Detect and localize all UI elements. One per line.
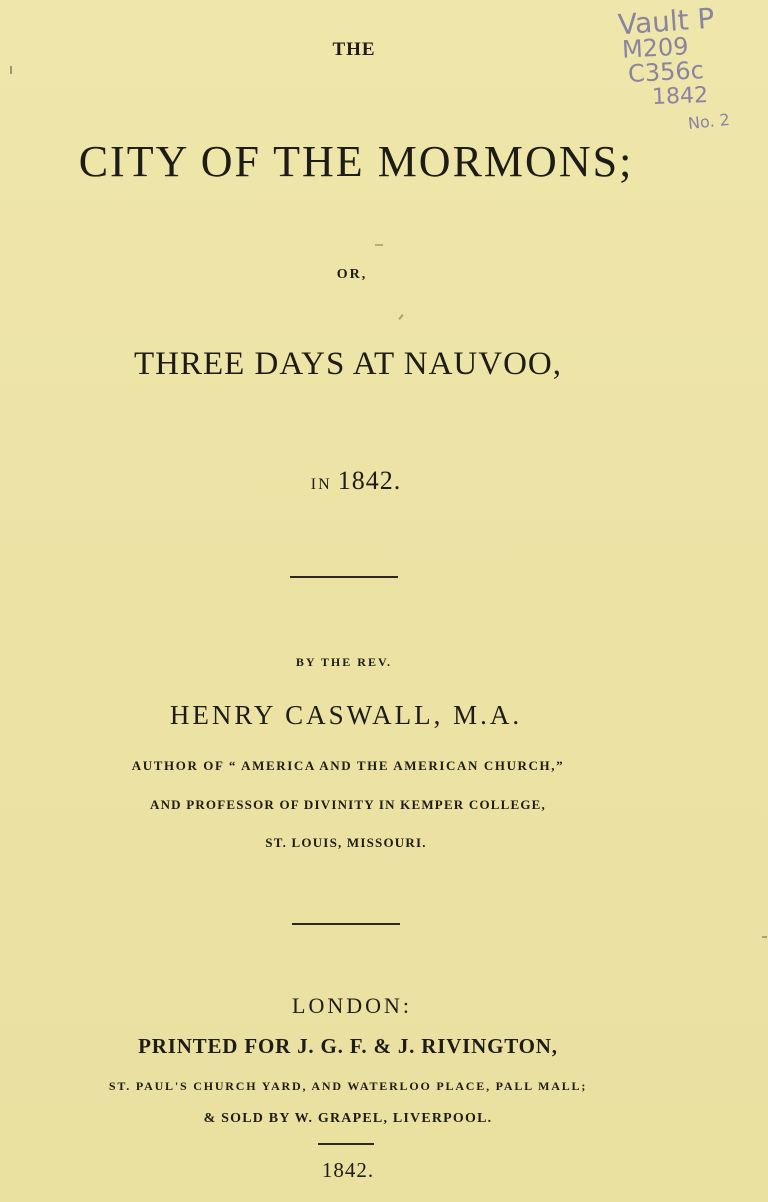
divider-rule bbox=[292, 923, 400, 925]
call-number-line-2: M209 bbox=[621, 32, 690, 64]
print-speck bbox=[762, 936, 767, 938]
call-number-line-1: Vault P bbox=[616, 1, 716, 42]
print-speck bbox=[375, 244, 383, 246]
title-or: OR, bbox=[336, 267, 368, 282]
by-line: BY THE REV. bbox=[295, 655, 393, 669]
imprint-city: LONDON: bbox=[292, 993, 412, 1018]
year-line-prefix: IN bbox=[310, 476, 332, 493]
author-credit-3: ST. LOUIS, MISSOURI. bbox=[265, 835, 427, 850]
divider-rule bbox=[318, 1143, 374, 1145]
main-title: CITY OF THE MORMONS; bbox=[78, 137, 634, 186]
title-the: THE bbox=[332, 39, 376, 60]
print-speck bbox=[398, 314, 403, 320]
sold-by: & SOLD BY W. GRAPEL, LIVERPOOL. bbox=[203, 1111, 493, 1126]
call-number-line-4: 1842 bbox=[651, 83, 709, 110]
divider-rule bbox=[290, 576, 398, 578]
subtitle: THREE DAYS AT NAUVOO, bbox=[133, 346, 563, 382]
year-line-year: 1842. bbox=[337, 466, 402, 495]
author-credit-1: AUTHOR OF “ AMERICA AND THE AMERICAN CHURCH,” bbox=[131, 758, 565, 773]
author-name: HENRY CASWALL, M.A. bbox=[169, 700, 523, 730]
printer-address: ST. PAUL'S CHURCH YARD, AND WATERLOO PLACE, PALL MALL; bbox=[108, 1079, 588, 1093]
year-line bbox=[0, 468, 740, 494]
print-speck bbox=[10, 66, 12, 74]
author-credit-2: AND PROFESSOR OF DIVINITY IN KEMPER COLLEGE, bbox=[149, 797, 546, 812]
call-number-line-5: No. 2 bbox=[687, 109, 731, 134]
imprint-year: 1842. bbox=[321, 1158, 375, 1182]
call-number-line-3: C356c bbox=[627, 56, 705, 88]
printed-for: PRINTED FOR J. G. F. & J. RIVINGTON, bbox=[138, 1034, 558, 1058]
